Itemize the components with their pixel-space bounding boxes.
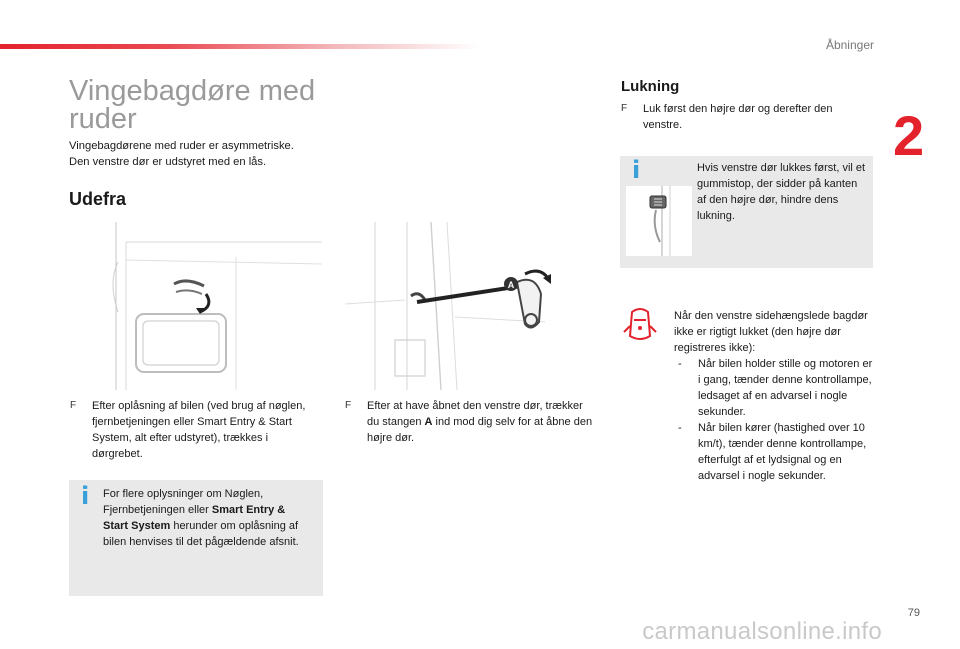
warning-list-item bbox=[674, 420, 874, 484]
info-icon: i bbox=[81, 482, 90, 510]
intro-line2: Den venstre dør er udstyret med en lås. bbox=[69, 156, 267, 168]
udefra-bullet-1-text: Efter oplåsning af bilen (ved brug af nøglen, fjernbetjeningen eller Smart Entry & Start System, alt efter udstyret), trækkes i dørgrebet. bbox=[92, 400, 306, 460]
info-part2: herunder om oplåsning af bilen henvises til det pågældende afsnit. bbox=[103, 520, 299, 548]
udefra-heading: Udefra bbox=[69, 189, 127, 209]
section-title: Åbninger bbox=[825, 38, 874, 52]
udefra-info-box bbox=[69, 480, 323, 596]
page-title-line1: Vingebagdøre med bbox=[69, 75, 316, 107]
warning-intro: Når den venstre sidehængslede bagdør ikke er rigtigt lukket (den højre dør registreres ikke): bbox=[674, 310, 868, 354]
udefra-bullet-2-text bbox=[345, 398, 595, 446]
door-handle-illustration bbox=[96, 222, 324, 392]
lukning-bullet bbox=[621, 101, 871, 133]
page-title bbox=[69, 77, 369, 133]
warning-list-item bbox=[674, 356, 874, 420]
intro-text bbox=[69, 138, 329, 170]
warning-item-text: Når bilen holder stille og motoren er i gang, tænder denne kontrollampe, ledsaget af en advarsel i nogle sekunder. bbox=[698, 358, 873, 418]
lukning-info-text: Hvis venstre dør lukkes først, vil et gummistop, der sidder på kanten af den højre dør, hindre dens lukning. bbox=[697, 162, 866, 222]
rubber-stop-illustration bbox=[626, 186, 692, 256]
label-a: A bbox=[507, 280, 515, 290]
bullet-mark: F bbox=[345, 400, 352, 411]
page-title-line2: ruder bbox=[69, 103, 137, 135]
info-bold: Smart Entry & Start System bbox=[103, 504, 286, 532]
udefra-bullet-2 bbox=[345, 398, 595, 446]
info-icon: i bbox=[632, 156, 641, 184]
header-accent-bar bbox=[0, 44, 480, 49]
bullet-mark: F bbox=[621, 103, 628, 114]
udefra-info-text bbox=[103, 486, 313, 550]
watermark: carmanualsonline.info bbox=[642, 618, 882, 645]
intro-line1: Vingebagdørene med ruder er asymmetriske. bbox=[69, 140, 294, 152]
bullet-2-part2: ind mod dig selv for at åbne den højre dør. bbox=[367, 416, 593, 444]
list-dash: - bbox=[678, 358, 682, 370]
list-dash: - bbox=[678, 422, 682, 434]
warning-text bbox=[674, 308, 874, 484]
bullet-mark: F bbox=[70, 400, 77, 411]
warning-list bbox=[674, 356, 874, 484]
bullet-2-part1: Efter at have åbnet den venstre dør, trækker du stangen bbox=[367, 400, 583, 428]
lukning-info-box bbox=[620, 156, 873, 268]
info-part1: For flere oplysninger om Nøglen, Fjernbetjeningen eller bbox=[103, 488, 264, 516]
lukning-heading: Lukning bbox=[621, 78, 680, 95]
lukning-bullet-text: Luk først den højre dør og derefter den venstre. bbox=[643, 103, 833, 131]
page-number: 79 bbox=[907, 607, 920, 619]
chapter-number: 2 bbox=[893, 104, 925, 167]
door-rod-illustration bbox=[345, 222, 570, 392]
bullet-2-bold: A bbox=[424, 416, 433, 428]
car-door-warning-icon bbox=[620, 306, 660, 346]
udefra-bullet-1 bbox=[70, 398, 320, 462]
warning-item-text: Når bilen kører (hastighed over 10 km/t), tænder denne kontrollampe, efterfulgt af et lydsignal og en advarsel i nogle sekunder. bbox=[698, 422, 867, 482]
